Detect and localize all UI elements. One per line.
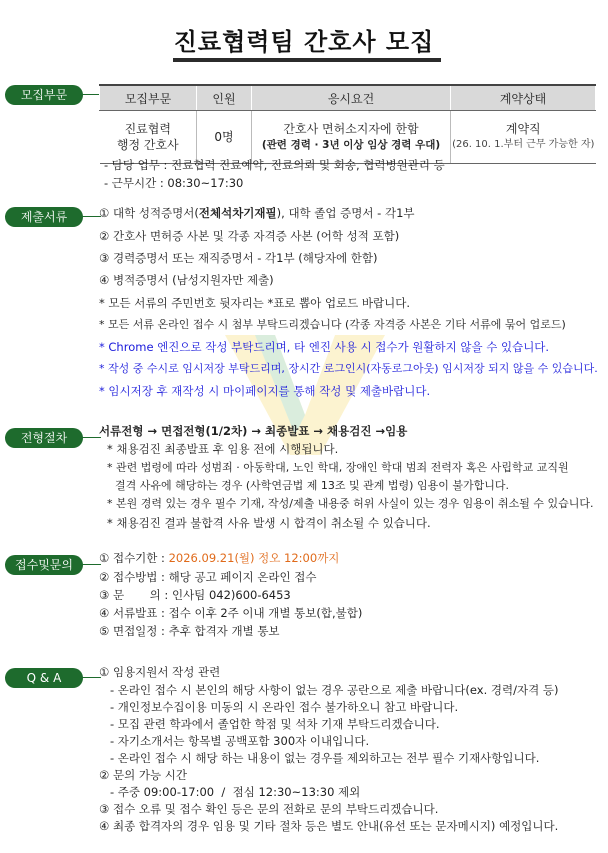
qa-subitem: - 개인정보수집이용 미동의 시 온라인 접수 불가하오니 참고 바랍니다. xyxy=(110,700,459,714)
doc-note-blue: * Chrome 엔진으로 작성 부탁드리며, 타 엔진 사용 시 접수가 원활하지 않을 수 있습니다. xyxy=(99,340,550,354)
qa-subitem: - 온라인 접수 시 본인의 해당 사항이 없는 경우 공란으로 제출 바랍니다(ex. 경력/자격 등) xyxy=(110,683,559,697)
recruit-table xyxy=(99,84,596,164)
doc-note-blue: * 임시저장 후 재작성 시 마이페이지를 통해 작성 및 제출바랍니다. xyxy=(99,384,431,398)
req-line2: (관련 경력 · 3년 이상 임상 경력 우대) xyxy=(261,139,441,151)
qa-item: ④ 최종 합격자의 경우 임용 및 기타 절차 등은 별도 안내(유선 또는 문자메시지) 예정입니다. xyxy=(99,819,559,833)
table-header: 계약상태 xyxy=(451,85,596,111)
contact-item: ④ 서류발표 : 접수 이후 2주 이내 개별 통보(합,불합) xyxy=(99,606,363,620)
table-row xyxy=(100,111,596,164)
section-pill-recruit: 모집부문 xyxy=(5,85,83,105)
doc-item: ② 간호사 면허증 사본 및 각종 자격증 사본 (어학 성적 포함) xyxy=(99,229,400,243)
contact-deadline xyxy=(99,551,339,565)
table-cell-count: 0명 xyxy=(197,111,252,164)
process-note: 결격 사유에 해당하는 경우 (사학연금법 제 13조 및 관계 법령) 임용이 불가합니다. xyxy=(115,479,509,492)
table-cell-req xyxy=(252,111,451,164)
process-steps: 서류전형 → 면접전형(1/2차) → 최종발표 → 채용검진 →임용 xyxy=(99,424,408,438)
doc-item xyxy=(99,206,415,220)
contact-item: ② 접수방법 : 해당 공고 페이지 온라인 접수 xyxy=(99,570,317,584)
section-pill-qa: Q & A xyxy=(5,668,83,688)
section-pill-docs: 제출서류 xyxy=(5,207,83,227)
process-note: * 채용검진 결과 불합격 사유 발생 시 합격이 취소될 수 있습니다. xyxy=(107,516,431,530)
section-pill-process: 전형절차 xyxy=(5,428,83,448)
table-cell-contract xyxy=(451,111,596,164)
doc-note: * 모든 서류 온라인 접수 시 첨부 부탁드리겠습니다 (각종 자격증 사본은 기타 서류에 묶어 업로드) xyxy=(99,318,566,331)
doc-item: ④ 병적증명서 (남성지원자만 제출) xyxy=(99,273,274,287)
qa-subitem: - 모집 관련 학과에서 졸업한 학점 및 석차 기재 부탁드리겠습니다. xyxy=(110,717,440,731)
qa-subitem: - 온라인 접수 시 해당 하는 내용이 없는 경우를 제외하고는 전부 필수 기재사항입니다. xyxy=(110,751,540,765)
contact-deadline-value: 2026.09.21(월) 정오 12:00까지 xyxy=(168,551,340,565)
qa-item: ① 임용지원서 작성 관련 xyxy=(99,665,221,679)
contract-note: (26. 10. 1.부터 근무 가능한 자) xyxy=(452,139,595,150)
process-note: * 관련 법령에 따라 성범죄 · 아동학대, 노인 학대, 장애인 학대 범죄 전력자 혹은 사립학교 교직원 xyxy=(107,461,569,474)
title-underline xyxy=(173,58,441,62)
page-title: 진료협력팀 간호사 모집 xyxy=(173,28,435,56)
process-note: * 본원 경력 있는 경우 필수 기재, 작성/제출 내용중 허위 사실이 있는 경우 임용이 취소될 수 있습니다. xyxy=(107,497,594,510)
qa-subitem: - 주중 09:00-17:00 / 점심 12:30~13:30 제외 xyxy=(110,785,361,799)
doc-1-pre: ① 대학 성적증명서( xyxy=(99,206,199,220)
duty-text: - 담당 업무 : 진료협력 진료예약, 진료의뢰 및 회송, 협력병원관리 등 xyxy=(104,158,445,172)
section-pill-contact: 접수및문의 xyxy=(5,555,83,575)
hours-text: - 근무시간 : 08:30~17:30 xyxy=(104,176,244,190)
doc-1-bold: 전체석차기재필 xyxy=(198,206,277,220)
dept-line1: 진료협력 xyxy=(124,122,171,136)
req-line1: 간호사 면허소지자에 한함 xyxy=(283,122,419,136)
qa-item: ③ 접수 오류 및 접수 확인 등은 문의 전화로 문의 부탁드리겠습니다. xyxy=(99,802,439,816)
dept-line2: 행정 간호사 xyxy=(116,138,179,152)
table-header: 모집부문 xyxy=(100,85,197,111)
contract-type: 계약직 xyxy=(505,122,541,136)
contact-item: ③ 문 의 : 인사팀 042)600-6453 xyxy=(99,588,291,602)
table-header: 응시요건 xyxy=(252,85,451,111)
process-note: * 채용검진 최종발표 후 임용 전에 시행됩니다. xyxy=(107,442,339,456)
doc-note: * 모든 서류의 주민번호 뒷자리는 *표로 뽑아 업로드 바랍니다. xyxy=(99,296,411,310)
doc-item: ③ 경력증명서 또는 재직증명서 - 각1부 (해당자에 한함) xyxy=(99,251,378,265)
contact-deadline-label: ① 접수기한 : xyxy=(99,551,169,565)
doc-1-post: ), 대학 졸업 증명서 - 각1부 xyxy=(276,206,415,220)
table-cell-dept xyxy=(100,111,197,164)
qa-subitem: - 자기소개서는 항목별 공백포함 300자 이내입니다. xyxy=(110,734,370,748)
table-header: 인원 xyxy=(197,85,252,111)
table-header-row xyxy=(100,85,596,111)
qa-item: ② 문의 가능 시간 xyxy=(99,768,187,782)
doc-note-blue: * 작성 중 수시로 임시저장 부탁드리며, 장시간 로그인시(자동로그아웃) 임시저장 되지 않을 수 있습니다. xyxy=(99,362,598,375)
contact-item: ⑤ 면접일정 : 추후 합격자 개별 통보 xyxy=(99,624,280,638)
